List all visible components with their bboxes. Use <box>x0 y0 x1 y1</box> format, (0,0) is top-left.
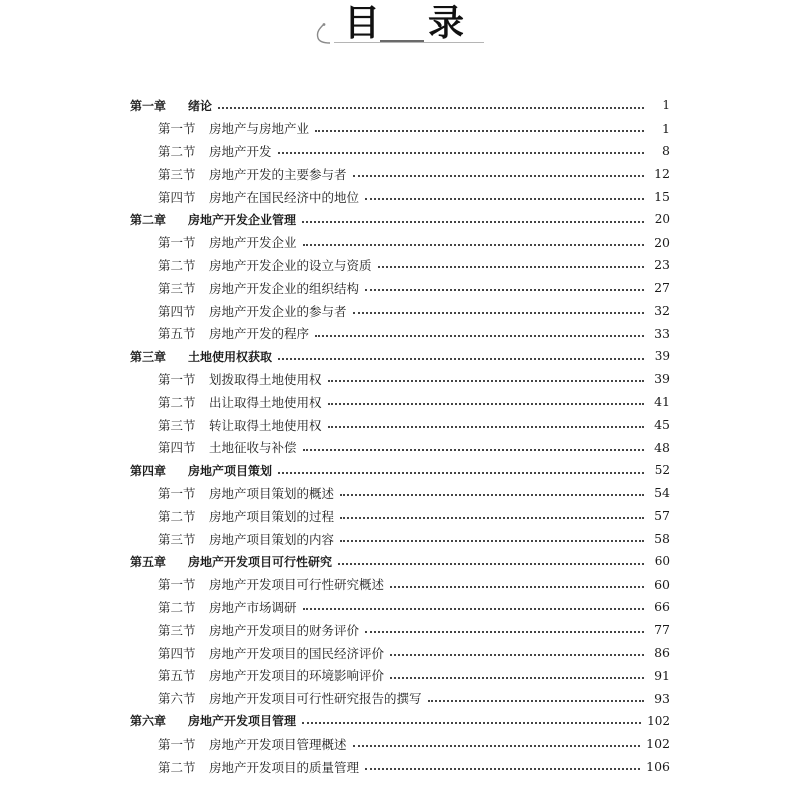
toc-section-entry[interactable] <box>130 162 670 185</box>
entry-title: 房地产开发企业的组织结构 <box>209 280 360 296</box>
entry-page-number: 41 <box>654 394 670 410</box>
entry-page-number: 39 <box>654 371 670 387</box>
entry-number: 第二节 <box>158 759 196 775</box>
dot-leader <box>328 425 644 428</box>
entry-title: 土地征收与补偿 <box>209 440 297 456</box>
dot-leader <box>303 448 644 451</box>
entry-title: 房地产项目策划 <box>188 463 273 478</box>
entry-number: 第三节 <box>158 417 196 433</box>
dot-leader <box>428 699 644 702</box>
entry-title: 房地产开发项目的质量管理 <box>209 759 360 775</box>
dot-leader <box>315 334 644 337</box>
toc-section-entry[interactable] <box>130 618 670 641</box>
entry-number: 第一节 <box>158 121 196 137</box>
entry-number: 第二节 <box>158 508 196 524</box>
toc-section-entry[interactable] <box>130 687 670 710</box>
dot-leader <box>353 174 644 177</box>
dot-leader <box>315 129 644 132</box>
entry-title: 转让取得土地使用权 <box>209 417 322 433</box>
toc-section-entry[interactable] <box>130 596 670 619</box>
entry-title: 房地产项目策划的过程 <box>209 508 335 524</box>
dot-leader <box>218 106 644 109</box>
entry-title: 房地产开发项目管理概述 <box>209 736 347 752</box>
entry-title: 房地产开发的程序 <box>209 326 310 342</box>
entry-page-number: 8 <box>662 143 670 159</box>
entry-title: 划拨取得土地使用权 <box>209 371 322 387</box>
entry-title: 房地产开发 <box>209 143 272 159</box>
toc-section-entry[interactable] <box>130 664 670 687</box>
toc-chapter-entry[interactable] <box>130 94 670 117</box>
entry-number: 第一节 <box>158 235 196 251</box>
entry-title: 房地产开发项目可行性研究报告的撰写 <box>209 691 422 707</box>
entry-page-number: 54 <box>654 485 670 501</box>
entry-number: 第五节 <box>158 326 196 342</box>
entry-number: 第一节 <box>158 577 196 593</box>
entry-title: 房地产开发的主要参与者 <box>209 166 347 182</box>
entry-title: 房地产开发企业的设立与资质 <box>209 257 372 273</box>
entry-number: 第三节 <box>158 531 196 547</box>
dot-leader <box>340 539 644 542</box>
entry-number: 第一节 <box>158 736 196 752</box>
entry-page-number: 20 <box>654 234 670 250</box>
table-of-contents <box>130 94 670 778</box>
entry-page-number: 102 <box>646 736 670 752</box>
entry-page-number: 57 <box>654 508 670 524</box>
dot-leader <box>340 516 644 519</box>
dot-leader <box>302 220 644 223</box>
entry-number: 第三节 <box>158 622 196 638</box>
toc-section-entry[interactable] <box>130 641 670 664</box>
entry-title: 房地产在国民经济中的地位 <box>209 189 360 205</box>
entry-title: 房地产项目策划的内容 <box>209 531 335 547</box>
entry-title: 绪论 <box>188 98 213 113</box>
toc-section-entry[interactable] <box>130 185 670 208</box>
toc-chapter-entry[interactable] <box>130 459 670 482</box>
entry-page-number: 52 <box>654 463 670 478</box>
entry-title: 房地产开发项目的环境影响评价 <box>209 668 385 684</box>
toc-section-entry[interactable] <box>130 299 670 322</box>
entry-page-number: 86 <box>654 645 670 661</box>
dot-leader <box>278 151 644 154</box>
dot-leader <box>340 493 644 496</box>
entry-number: 第三节 <box>158 280 196 296</box>
dot-leader <box>278 357 644 360</box>
dot-leader <box>378 265 644 268</box>
entry-number: 第一节 <box>158 371 196 387</box>
entry-number: 第一节 <box>158 485 196 501</box>
toc-section-entry[interactable] <box>130 573 670 596</box>
toc-section-entry[interactable] <box>130 527 670 550</box>
toc-heading <box>300 0 490 60</box>
entry-title: 房地产与房地产业 <box>209 121 310 137</box>
entry-title: 房地产开发企业 <box>209 235 297 251</box>
entry-page-number: 45 <box>654 417 670 433</box>
entry-page-number: 60 <box>654 554 670 569</box>
dot-leader <box>365 197 644 200</box>
toc-section-entry[interactable] <box>130 436 670 459</box>
entry-page-number: 27 <box>654 280 670 296</box>
heading-char-2: 录 <box>428 3 465 44</box>
entry-number: 第四节 <box>158 440 196 456</box>
dot-leader <box>328 379 644 382</box>
entry-title: 房地产开发企业的参与者 <box>209 303 347 319</box>
entry-page-number: 91 <box>654 667 670 683</box>
entry-page-number: 20 <box>654 212 670 227</box>
entry-number: 第六节 <box>158 691 196 707</box>
entry-number: 第二节 <box>158 599 196 615</box>
entry-page-number: 39 <box>654 349 670 364</box>
toc-chapter-entry[interactable] <box>130 710 670 733</box>
entry-number: 第四节 <box>158 189 196 205</box>
entry-number: 第五节 <box>158 668 196 684</box>
dot-leader <box>390 585 644 588</box>
entry-page-number: 32 <box>654 303 670 319</box>
entry-title: 房地产开发项目管理 <box>188 714 297 729</box>
dot-leader <box>303 243 644 246</box>
toc-chapter-entry[interactable] <box>130 345 670 368</box>
entry-title: 房地产开发项目可行性研究 <box>188 554 333 569</box>
entry-title: 房地产开发项目的国民经济评价 <box>209 645 385 661</box>
entry-page-number: 1 <box>662 120 670 136</box>
dot-leader <box>303 607 644 610</box>
dot-leader <box>390 653 644 656</box>
entry-page-number: 102 <box>647 713 670 728</box>
toc-section-entry[interactable] <box>130 368 670 391</box>
toc-section-entry[interactable] <box>130 254 670 277</box>
entry-number: 第二节 <box>158 143 196 159</box>
entry-title: 房地产项目策划的概述 <box>209 485 335 501</box>
dot-leader <box>302 721 641 724</box>
entry-page-number: 58 <box>654 531 670 547</box>
dot-leader <box>365 767 640 770</box>
entry-page-number: 23 <box>654 257 670 273</box>
entry-number: 第六章 <box>130 714 167 729</box>
toc-section-entry[interactable] <box>130 732 670 755</box>
entry-page-number: 48 <box>654 439 670 455</box>
toc-section-entry[interactable] <box>130 504 670 527</box>
entry-title: 土地使用权获取 <box>188 349 273 364</box>
entry-number: 第三节 <box>158 166 196 182</box>
dot-leader <box>338 562 644 565</box>
dot-leader <box>365 630 644 633</box>
toc-section-entry[interactable] <box>130 231 670 254</box>
entry-number: 第五章 <box>130 554 167 569</box>
toc-chapter-entry[interactable] <box>130 550 670 573</box>
dot-leader <box>278 471 644 474</box>
dot-leader <box>353 744 641 747</box>
entry-page-number: 33 <box>654 325 670 341</box>
entry-page-number: 106 <box>646 759 670 774</box>
dot-leader <box>353 311 644 314</box>
entry-page-number: 60 <box>654 576 670 592</box>
toc-section-entry[interactable] <box>130 322 670 345</box>
toc-section-entry[interactable] <box>130 482 670 505</box>
dot-leader <box>390 676 644 679</box>
entry-number: 第三章 <box>130 349 167 364</box>
toc-section-entry[interactable] <box>130 276 670 299</box>
entry-number: 第四节 <box>158 303 196 319</box>
entry-page-number: 1 <box>662 98 670 113</box>
entry-number: 第二章 <box>130 212 167 227</box>
entry-title: 房地产开发项目可行性研究概述 <box>209 577 385 593</box>
entry-page-number: 93 <box>654 690 670 706</box>
entry-page-number: 15 <box>654 189 670 205</box>
entry-page-number: 77 <box>654 622 670 638</box>
ornament-icon <box>312 22 332 46</box>
entry-number: 第一章 <box>130 98 167 113</box>
entry-title: 房地产市场调研 <box>209 599 297 615</box>
toc-section-entry[interactable] <box>130 140 670 163</box>
entry-page-number: 66 <box>654 599 670 615</box>
dot-leader <box>328 402 644 405</box>
toc-section-entry[interactable] <box>130 413 670 436</box>
toc-section-entry[interactable] <box>130 390 670 413</box>
heading-underline <box>380 40 424 42</box>
dot-leader <box>365 288 644 291</box>
toc-chapter-entry[interactable] <box>130 208 670 231</box>
entry-title: 出让取得土地使用权 <box>209 394 322 410</box>
entry-number: 第四章 <box>130 463 167 478</box>
entry-page-number: 12 <box>654 166 670 182</box>
entry-number: 第二节 <box>158 257 196 273</box>
toc-section-entry[interactable] <box>130 755 670 778</box>
entry-title: 房地产开发项目的财务评价 <box>209 622 360 638</box>
heading-char-1: 目 <box>344 3 381 44</box>
entry-number: 第二节 <box>158 394 196 410</box>
toc-section-entry[interactable] <box>130 117 670 140</box>
entry-number: 第四节 <box>158 645 196 661</box>
entry-title: 房地产开发企业管理 <box>188 212 297 227</box>
